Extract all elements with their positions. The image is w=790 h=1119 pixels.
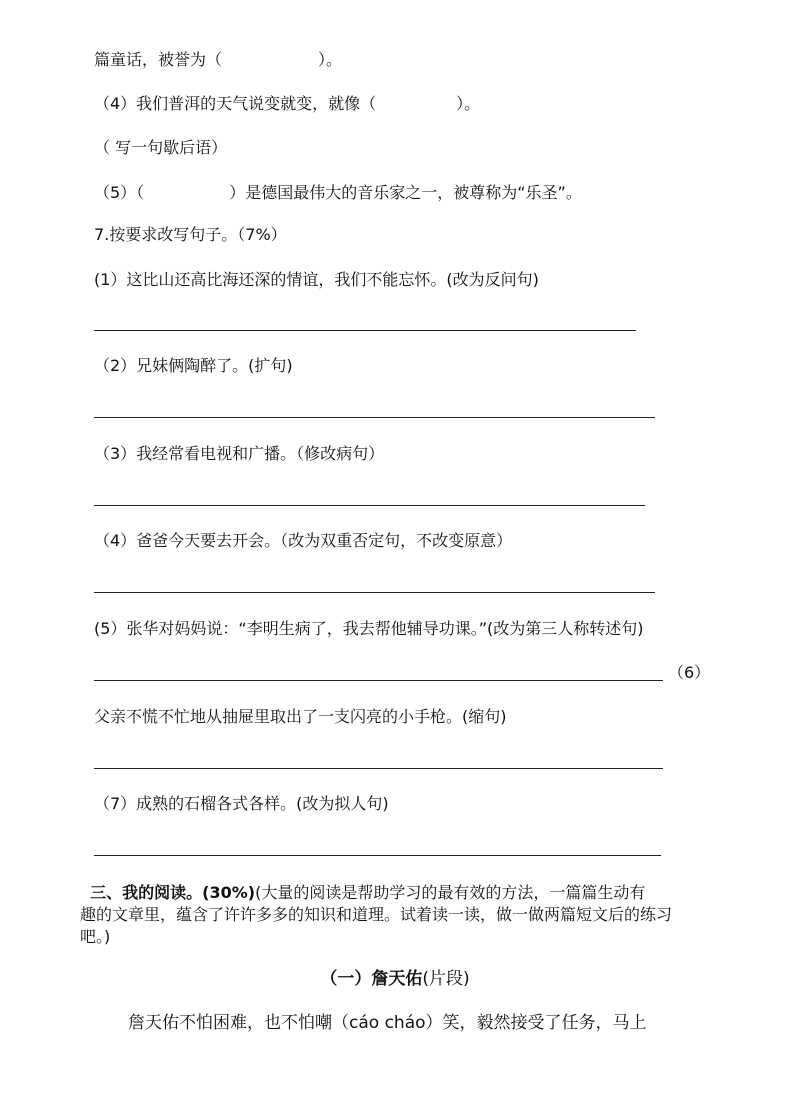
question-7-1: (1）这比山还高比海还深的情谊，我们不能忘怀。(改为反问句)	[94, 270, 539, 289]
line-title-fill: 篇童话，被誉为（ ）。	[94, 50, 343, 69]
question-7-4: （4）爸爸今天要去开会。（改为双重否定句，不改变原意）	[94, 531, 513, 550]
question-musician: （5）（ ）是德国最伟大的音乐家之一，被尊称为“乐圣”。	[94, 183, 582, 202]
section-3-intro-line-1: (大量的阅读是帮助学习的最有效的方法，一篇篇生动有	[255, 883, 646, 902]
reading-paragraph: 詹天佑不怕困难，也不怕嘲（cáo cháo）笑，毅然接受了任务，马上	[128, 1013, 647, 1033]
question-weather-hint: （ 写一句歇后语）	[94, 138, 228, 157]
reading-title-note: (片段)	[422, 969, 470, 989]
answer-line-7-2[interactable]	[94, 417, 655, 418]
question-7-6: 父亲不慌不忙地从抽屉里取出了一支闪亮的小手枪。(缩句)	[94, 707, 507, 726]
section-3-intro-line-2: 趣的文章里，蕴含了许许多多的知识和道理。试着读一读，做一做两篇短文后的练习	[80, 905, 673, 924]
answer-line-7-6[interactable]	[94, 768, 663, 769]
answer-line-7-1[interactable]	[94, 330, 636, 331]
question-7-6-number: （6）	[668, 663, 711, 682]
section-3-intro	[80, 882, 702, 948]
question-7-2: （2）兄妹俩陶醉了。(扩句)	[94, 356, 293, 375]
question-7-3: （3）我经常看电视和广播。（修改病句）	[94, 444, 385, 463]
question-7-5: (5）张华对妈妈说：“李明生病了，我去帮他辅导功课。”(改为第三人称转述句)	[94, 619, 644, 638]
reading-title-main: （一）詹天佑	[320, 969, 423, 989]
section-3-intro-line-3: 吧。)	[80, 927, 111, 946]
question-7-7: （7）成熟的石榴各式各样。(改为拟人句)	[94, 794, 389, 813]
question-7-title: 7.按要求改写句子。（7%）	[94, 225, 287, 244]
reading-title	[0, 968, 790, 990]
answer-line-7-7[interactable]	[94, 855, 661, 856]
answer-line-7-3[interactable]	[94, 505, 645, 506]
section-3-heading: 三、我的阅读。(30%)	[90, 883, 256, 902]
answer-line-7-5[interactable]	[94, 680, 663, 681]
question-weather: （4）我们普洱的天气说变就变，就像（ ）。	[94, 94, 481, 113]
answer-line-7-4[interactable]	[94, 592, 655, 593]
